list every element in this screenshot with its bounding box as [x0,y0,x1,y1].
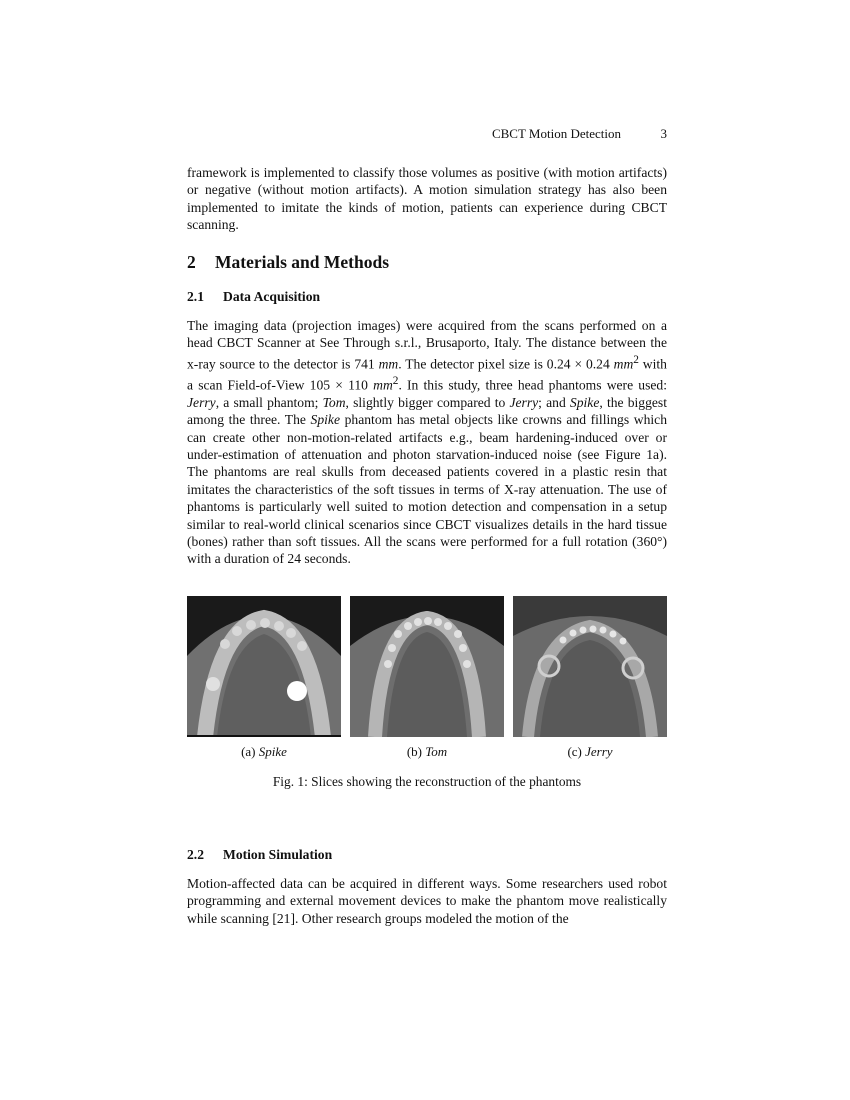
unit-mm: mm [378,356,399,372]
section-title: Materials and Methods [215,252,390,272]
ct-slice-tom [350,596,504,737]
phantom-name-spike: Spike [569,394,600,410]
subcaption-c [513,744,667,760]
text-run: , slightly bigger compared to [345,394,510,410]
running-title: CBCT Motion Detection [491,126,621,141]
text-run: The imaging data (projection images) were acquired from the scans performed on a head CBCT Scanner at See Through s.r.l., Brusaporto, Italy. The distance between the x-ray source to the detector is 741 [187,318,667,372]
text-run: with a scan Field-of-View 105 × 110 [187,356,667,393]
subcaption-name: Tom [425,744,448,759]
phantom-name-jerry: Jerry [509,394,539,410]
ct-slice-jerry [513,596,667,737]
subsection-title: Data Acquisition [223,289,321,304]
subcaption-name: Spike [258,744,287,759]
motion-simulation-paragraph: Motion-affected data can be acquired in different ways. Some researchers used robot programming and external movement devices to make the phantom move realistically while scanning [21]. Other research groups modeled the motion of the [187,876,667,926]
subcaption-name: Jerry [585,744,613,759]
text-run: phantom has metal objects like crowns and fillings which can create other non-motion-related artifacts e.g., beam hardening-induced over or under-estimation of attenuation and photon starvation-induced noise (see Figure 1a). The phantoms are real skulls from deceased patients covered in a plastic resin that imitates the characteristics of the soft tissues in terms of X-ray attenuation. The use of phantoms is particularly well suited to motion detection and compensation in a setup similar to real-world clinical scenarios since CBCT visualizes details in the hard tissue (bones) rather than soft tissues. All the scans were performed for a full rotation (360°) with a duration of 24 seconds. [187,412,667,567]
text-run: , the biggest among the three. The [187,394,667,428]
subsection-heading-data-acquisition [187,289,320,305]
text-run: , a small phantom; [215,394,323,410]
figure-1-images [187,596,667,737]
subcaption-label: (a) [241,744,259,759]
unit-mm2: mm [373,377,393,393]
subsection-title: Motion Simulation [223,847,333,862]
text-run: ; and [538,394,570,410]
text-run: . In this study, three head phantoms were used: [398,377,667,393]
subsection-heading-motion-simulation [187,847,332,863]
section-number: 2 [187,252,196,272]
section-heading [187,252,389,273]
text-run: . The detector pixel size is 0.24 × 0.24 [398,356,614,372]
subcaption-label: (b) [406,744,426,759]
phantom-name-spike: Spike [310,412,340,428]
subcaption-b [350,744,504,760]
phantom-name-tom: Tom [322,394,346,410]
phantom-name-jerry: Jerry [187,394,216,410]
subcaption-a [187,744,341,760]
superscript-2: 2 [392,374,399,387]
data-acquisition-paragraph [187,317,667,568]
ct-slice-spike [187,596,341,737]
figure-caption: Fig. 1: Slices showing the reconstruction of the phantoms [272,774,582,789]
superscript-2: 2 [633,353,639,366]
subsection-number: 2.1 [187,289,204,304]
subcaption-label: (c) [567,744,586,759]
intro-paragraph: framework is implemented to classify those volumes as positive (with motion artifacts) or negative (without motion artifacts). A motion simulation strategy has also been implemented to imitate the kinds of motion, patients can experience during CBCT scanning. [187,165,667,233]
unit-mm2: mm [613,356,634,372]
page-number: 3 [660,126,667,141]
running-header [187,126,667,144]
subsection-number: 2.2 [187,847,204,862]
